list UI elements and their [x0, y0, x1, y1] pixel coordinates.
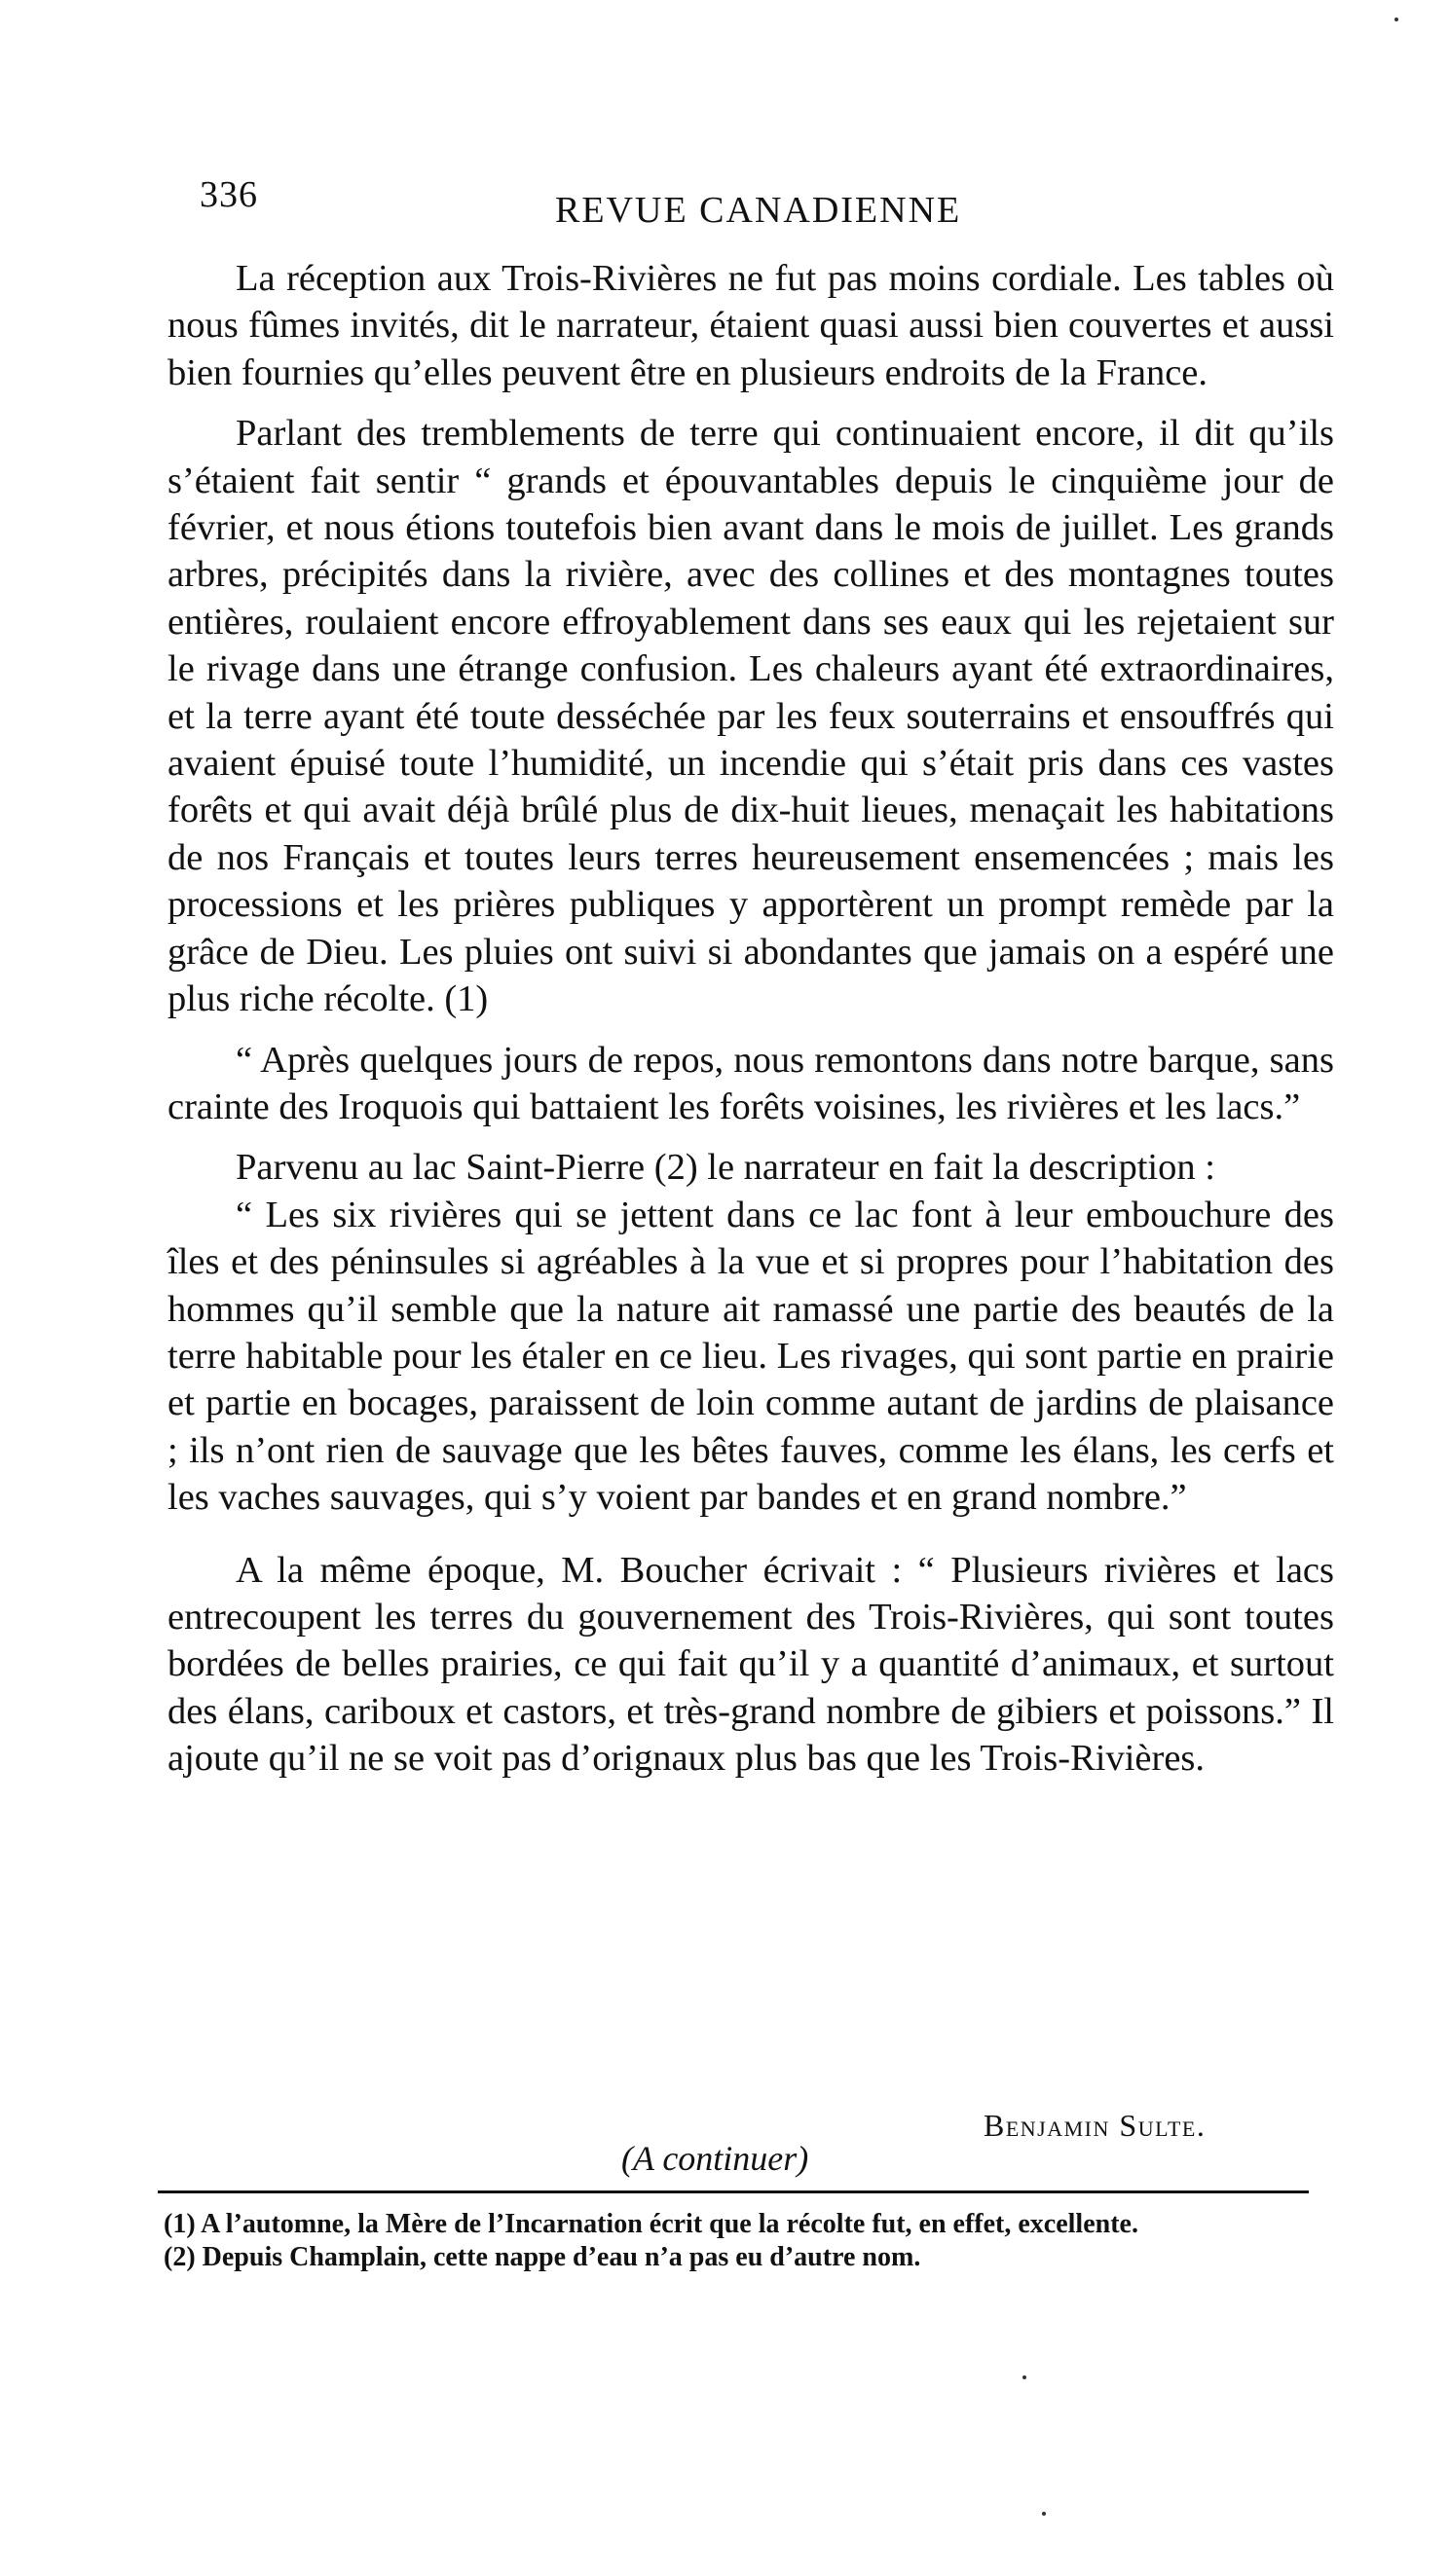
- print-speck: [1394, 18, 1398, 21]
- author-signature: Benjamin Sulte.: [984, 2108, 1207, 2143]
- footnote: (1) A l’automne, la Mère de l’Incarnation écrit que la récolte fut, en effet, excellente.: [164, 2209, 1138, 2239]
- print-speck: [1022, 2375, 1026, 2379]
- footnote-divider: [158, 2190, 1309, 2193]
- print-speck: [1042, 2512, 1046, 2516]
- paragraph: La réception aux Trois-Rivières ne fut pas moins cordiale. Les tables où nous fûmes invités, dit le narrateur, étaient quasi aussi bien couvertes et aussi bien fournies qu’elles peuvent être en plusieurs endroits de la France.: [167, 258, 1334, 393]
- footnotes: [164, 2208, 1313, 2274]
- paragraph: Parlant des tremblements de terre qui continuaient encore, il dit qu’ils s’étaient fait sentir “ grands et épouvantables depuis le cinquième jour de février, et nous étions toutefois bien avant dans le mois de juillet. Les grands arbres, précipités dans la rivière, avec des collines et des montagnes toutes entières, roulaient encore effroyablement dans ses eaux qui les rejetaient sur le rivage dans une étrange confusion. Les chaleurs ayant été extraordinaires, et la terre ayant été toute desséchée par les feux souterrains et ensouffrés qui avaient épuisé toute l’humidité, un incendie qui s’était pris dans ces vastes forêts et qui avait déjà brûlé plus de dix-huit lieues, menaçait les habitations de nos Français et toutes leurs terres heureusement ensemencées ; mais les processions et les prières publiques y apportèrent un prompt remède par la grâce de Dieu. Les pluies ont suivi si abondantes que jamais on a espéré une plus riche récolte. (1): [167, 413, 1334, 1020]
- paragraph: “ Les six rivières qui se jettent dans ce lac font à leur embouchure des îles et des péninsules si agréables à la vue et si propres pour l’habitation des hommes qu’il semble que la nature ait ramassé une partie des beautés de la terre habitable pour les étaler en ce lieu. Les rivages, qui sont partie en prairie et partie en bocages, paraissent de loin comme autant de jardins de plaisance ; ils n’ont rien de sauvage que les bêtes fauves, comme les élans, les cerfs et les vaches sauvages, qui s’y voient par bandes et en grand nombre.”: [167, 1194, 1334, 1519]
- running-head: REVUE CANADIENNE: [555, 190, 962, 231]
- page-header: [200, 173, 1300, 232]
- page-number: 336: [200, 174, 258, 215]
- continued-notice: (A continuer): [621, 2139, 809, 2178]
- paragraph: Parvenu au lac Saint-Pierre (2) le narrateur en fait la description :: [236, 1147, 1215, 1189]
- footnote: (2) Depuis Champlain, cette nappe d’eau n’a pas eu d’autre nom.: [164, 2242, 921, 2272]
- paragraph: “ Après quelques jours de repos, nous remontons dans notre barque, sans crainte des Iroquois qui battaient les forêts voisines, les rivières et les lacs.”: [167, 1039, 1334, 1127]
- paragraph: A la même époque, M. Boucher écrivait : “ Plusieurs rivières et lacs entrecoupent les terres du gouvernement des Trois-Rivières, qui sont toutes bordées de belles prairies, ce qui fait qu’il y a quantité d’animaux, et surtout des élans, cariboux et castors, et très-grand nombre de gibiers et poissons.” Il ajoute qu’il ne se voit pas d’orignaux plus bas que les Trois-Rivières.: [167, 1549, 1334, 1780]
- body-text: [167, 255, 1334, 1783]
